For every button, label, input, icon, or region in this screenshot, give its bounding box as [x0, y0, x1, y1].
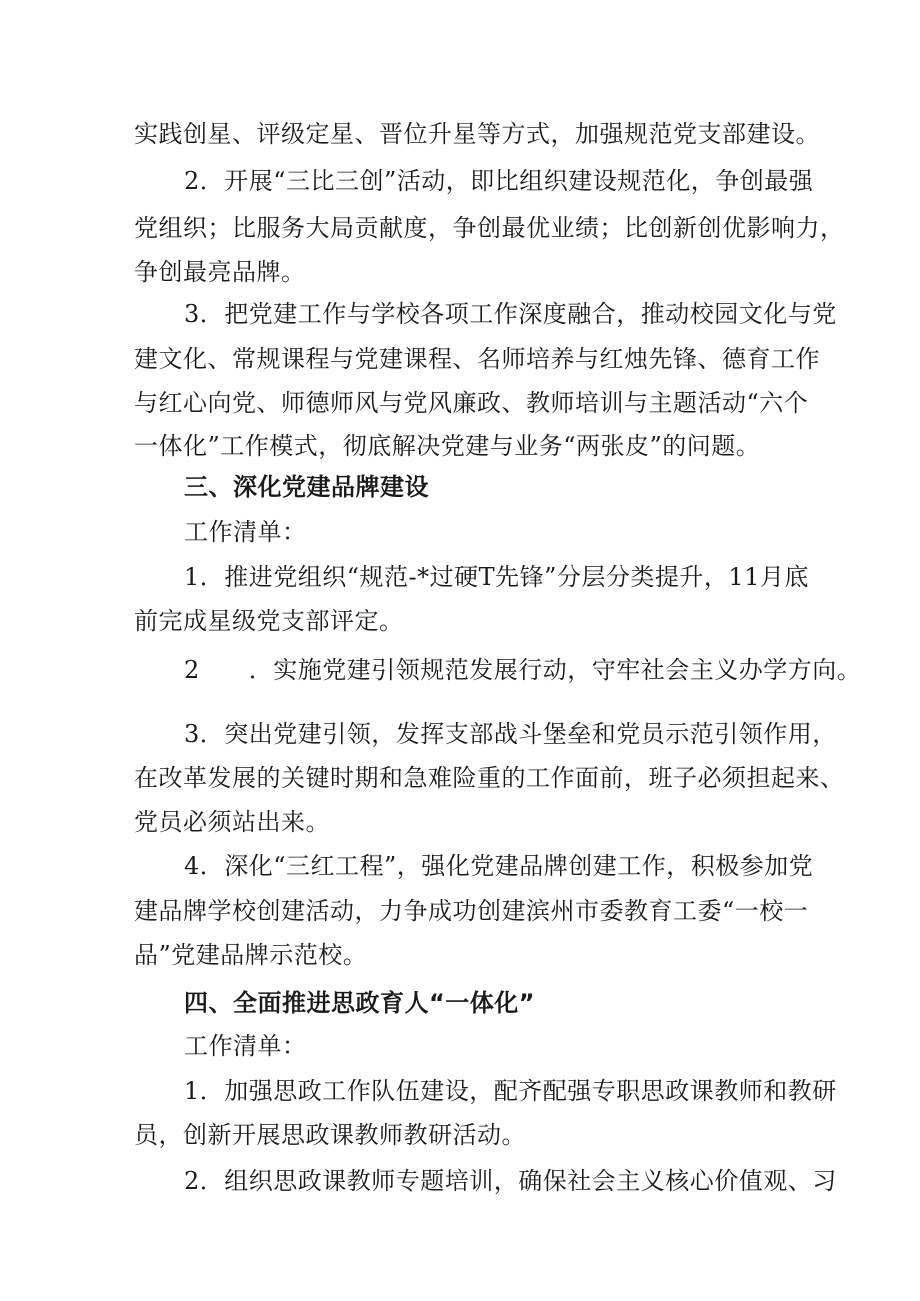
text-line: 在改革发展的关键时期和急难险重的工作面前，班子必须担起来、: [134, 764, 845, 792]
list-item-2-line-1: 2 ．实施党建引领规范发展行动，守牢社会主义办学方向。: [184, 656, 862, 684]
text-line: 党员必须站出来。: [134, 808, 330, 836]
list-item-4-line-1: 4．深化“三红工程”，强化党建品牌创建工作，积极参加党: [184, 852, 814, 880]
section-heading-4: 四、全面推进思政育人“一体化”: [184, 989, 536, 1017]
work-list-label: 工作清单：: [184, 518, 307, 546]
text-line: 与红心向党、师德师风与党风廉政、教师培训与主题活动“六个: [134, 389, 809, 417]
list-item-2-line-1: 2．开展“三比三创”活动，即比组织建设规范化，争创最强: [184, 167, 814, 195]
text-line: 实践创星、评级定星、晋位升星等方式，加强规范党支部建设。: [134, 120, 820, 148]
list-item-2-line-1: 2．组织思政课教师专题培训，确保社会主义核心价值观、习: [184, 1167, 837, 1195]
list-item-1-line-1: 1．推进党组织“规范-*过硬T先锋”分层分类提升，11月底: [184, 563, 809, 591]
list-item-3-line-1: 3．把党建工作与学校各项工作深度融合，推动校园文化与党: [184, 300, 837, 328]
section-heading-3: 三、深化党建品牌建设: [184, 473, 429, 501]
list-item-3-line-1: 3．突出党建引领，发挥支部战斗堡垒和党员示范引领作用，: [184, 720, 837, 748]
text-line: 建品牌学校创建活动，力争成功创建滨州市委教育工委“一校一: [134, 897, 809, 925]
text-line: 党组织；比服务大局贡献度，争创最优业绩；比创新创优影响力，: [134, 214, 845, 242]
list-item-1-line-1: 1．加强思政工作队伍建设，配齐配强专职思政课教师和教研: [184, 1077, 837, 1105]
text-line: 员，创新开展思政课教师教研活动。: [134, 1121, 526, 1149]
text-line: 建文化、常规课程与党建课程、名师培养与红烛先锋、德育工作: [134, 345, 820, 373]
text-line: 一体化”工作模式，彻底解决党建与业务“两张皮”的问题。: [134, 432, 761, 460]
text-line: 前完成星级党支部评定。: [134, 607, 404, 635]
text-line: 品”党建品牌示范校。: [134, 941, 368, 969]
work-list-label: 工作清单：: [184, 1032, 307, 1060]
text-line: 争创最亮品牌。: [134, 258, 306, 286]
